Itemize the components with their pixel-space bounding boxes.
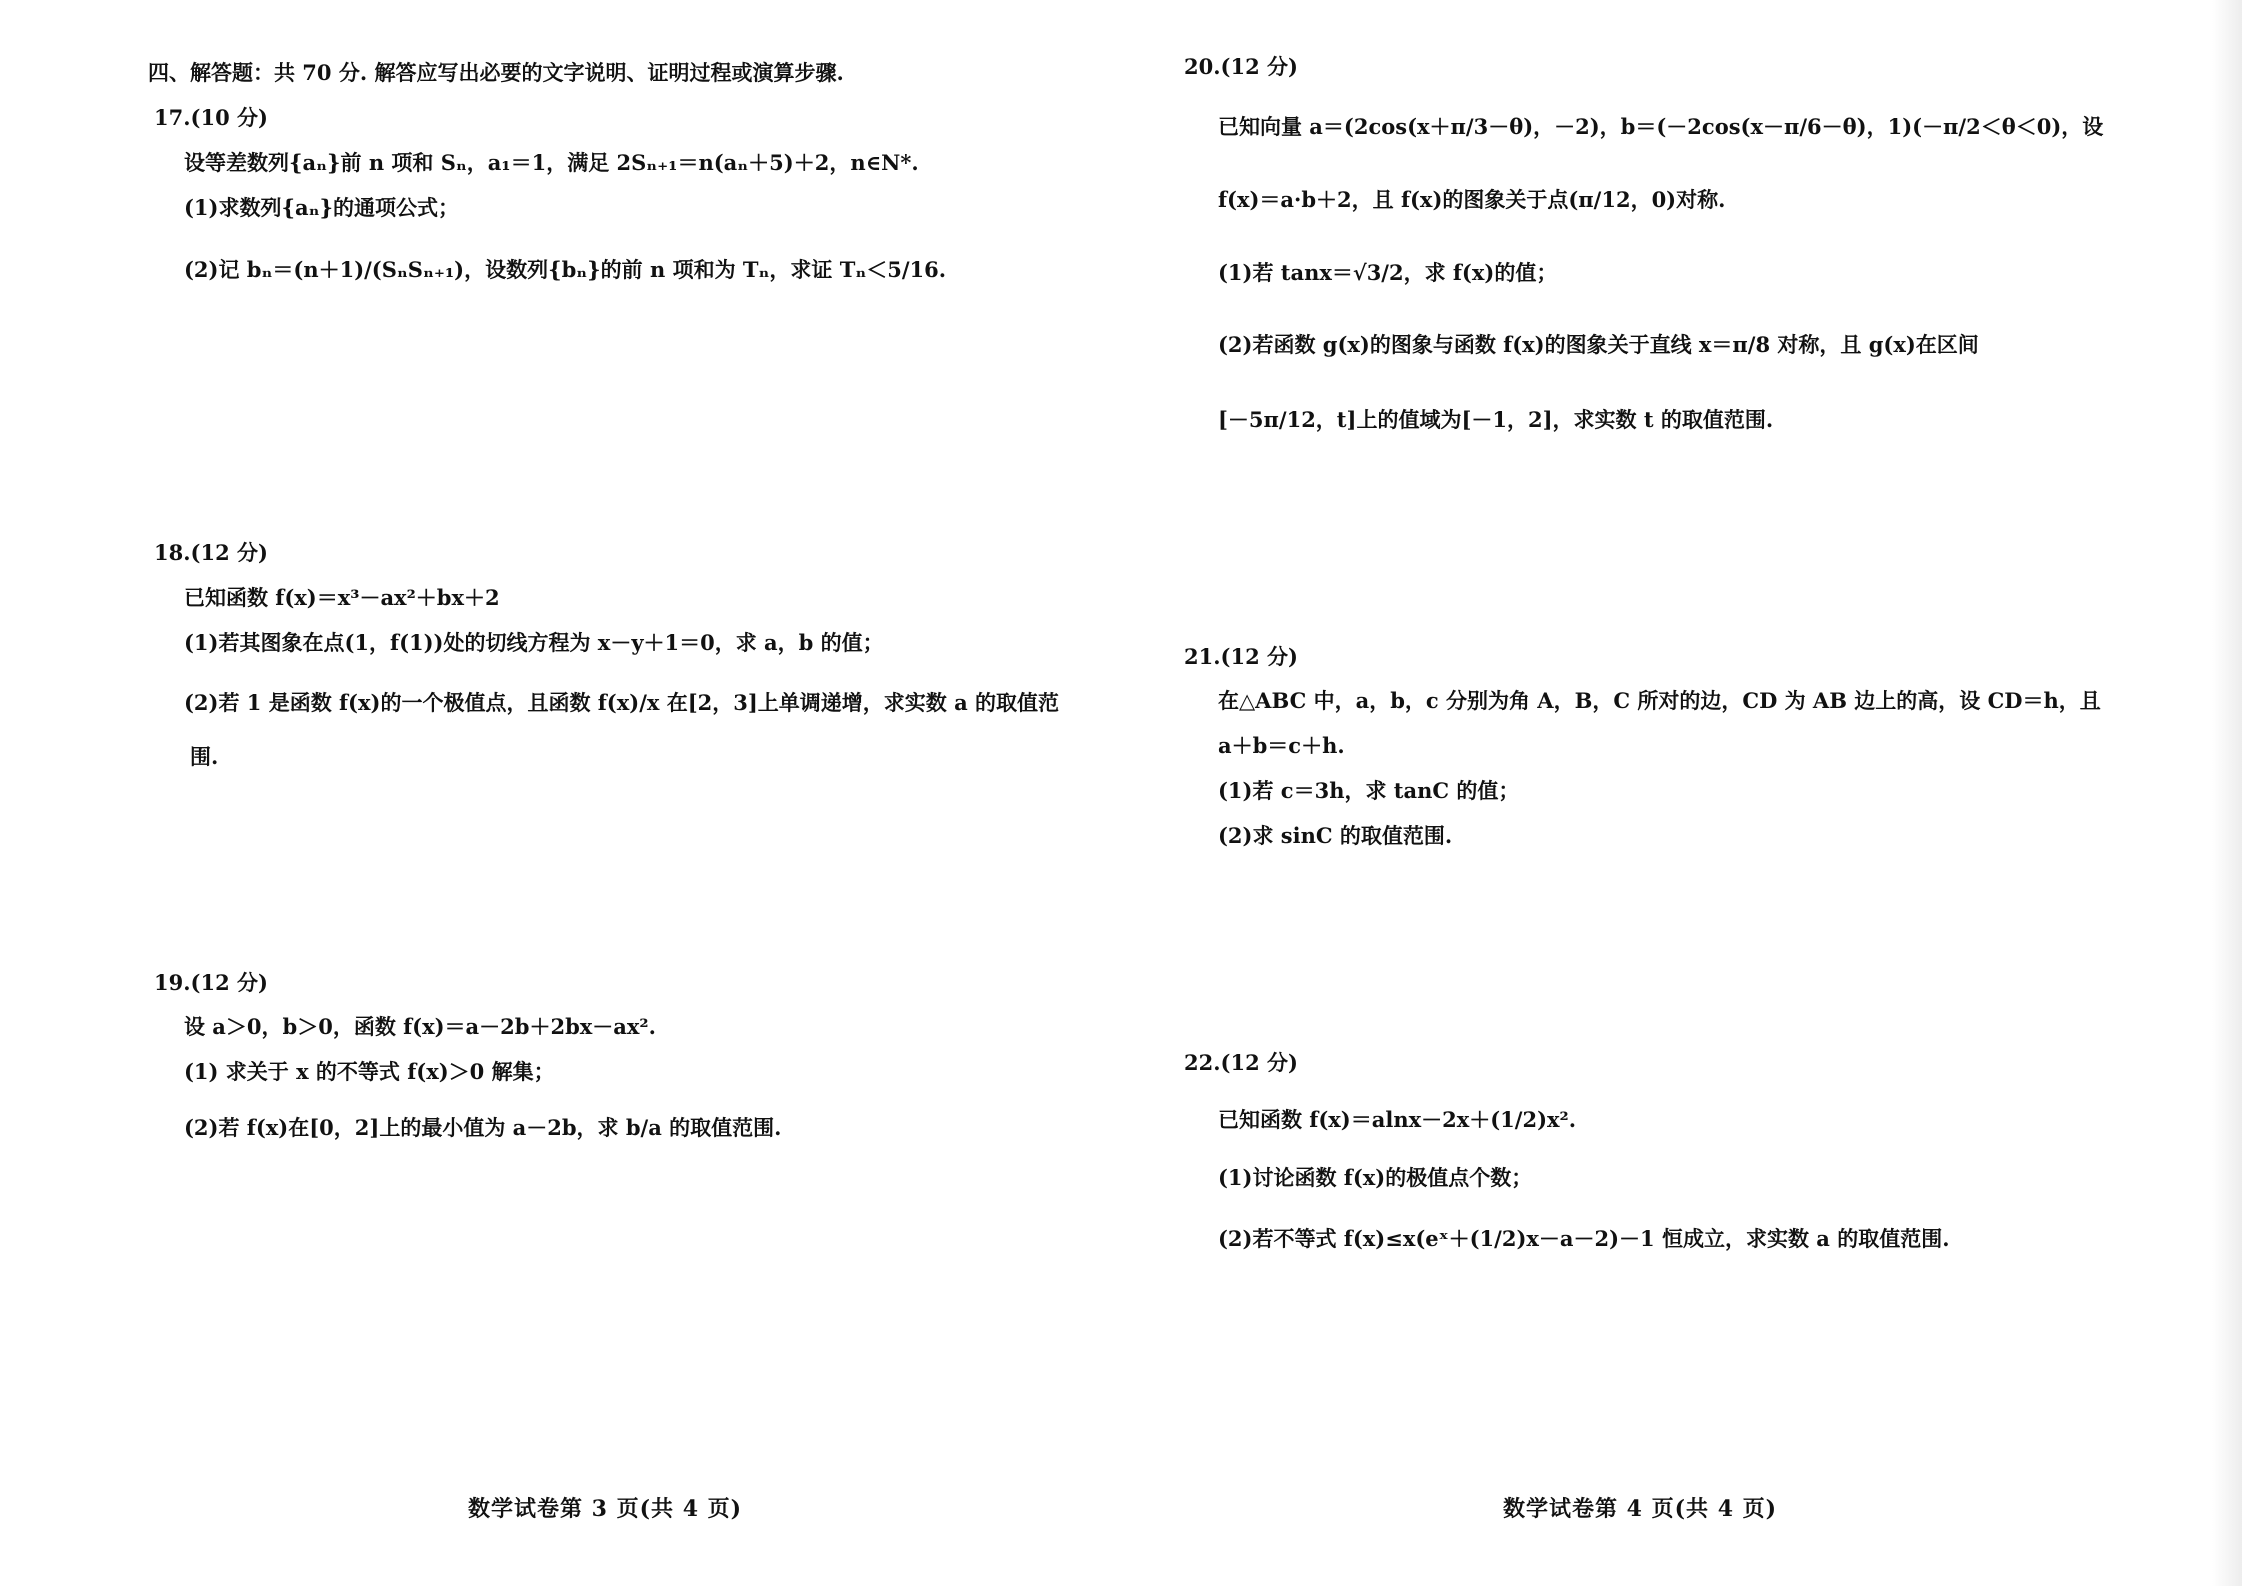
question-20-line-4: (2)若函数 g(x)的图象与函数 f(x)的图象关于直线 x＝π/8 对称，且 g(x)在区间 — [1218, 332, 1979, 357]
question-21-line-2: a＋b＝c＋h. — [1218, 733, 1345, 758]
question-17-number: 17.(10 分) — [154, 105, 268, 130]
question-20-line-1: 已知向量 a＝(2cos(x＋π/3－θ)，－2)，b＝(－2cos(x－π/6－θ)，1)(－π/2＜θ＜0)，设 — [1218, 114, 2104, 139]
question-20-line-2: f(x)＝a·b＋2，且 f(x)的图象关于点(π/12，0)对称. — [1218, 187, 1726, 212]
question-17-line-1: 设等差数列{aₙ}前 n 项和 Sₙ，a₁＝1，满足 2Sₙ₊₁＝n(aₙ＋5)＋2，n∈N*. — [184, 150, 919, 175]
question-18-line-1: 已知函数 f(x)＝x³－ax²＋bx＋2 — [184, 585, 500, 610]
question-22-line-3: (2)若不等式 f(x)≤x(eˣ＋(1/2)x－a－2)－1 恒成立，求实数 a 的取值范围. — [1218, 1226, 1950, 1251]
question-22-number: 22.(12 分) — [1184, 1050, 1298, 1075]
question-19-line-1: 设 a＞0，b＞0，函数 f(x)＝a－2b＋2bx－ax². — [184, 1014, 656, 1039]
question-21-number: 21.(12 分) — [1184, 644, 1298, 669]
question-20-number: 20.(12 分) — [1184, 54, 1298, 79]
right-page — [1121, 0, 2242, 1586]
question-21-line-4: (2)求 sinC 的取值范围. — [1218, 823, 1453, 848]
question-20-line-5: [－5π/12，t]上的值域为[－1，2]，求实数 t 的取值范围. — [1218, 407, 1774, 432]
question-18-number: 18.(12 分) — [154, 540, 268, 565]
question-19-number: 19.(12 分) — [154, 970, 268, 995]
question-21-line-1: 在△ABC 中，a，b，c 分别为角 A，B，C 所对的边，CD 为 AB 边上的高，设 CD＝h，且 — [1218, 688, 2101, 713]
question-20-line-3: (1)若 tanx＝√3/2，求 f(x)的值； — [1218, 260, 1558, 285]
question-17-line-3: (2)记 bₙ＝(n＋1)/(SₙSₙ₊₁)，设数列{bₙ}的前 n 项和为 Tₙ，求证 Tₙ＜5/16. — [184, 257, 947, 282]
scan-edge — [2212, 0, 2242, 1586]
page-4-footer: 数学试卷第 4 页(共 4 页) — [1503, 1496, 1778, 1522]
question-18-line-4: 围. — [190, 744, 219, 769]
question-17-line-2: (1)求数列{aₙ}的通项公式； — [184, 195, 459, 220]
question-19-line-3: (2)若 f(x)在[0，2]上的最小值为 a－2b，求 b/a 的取值范围. — [184, 1115, 782, 1140]
question-19-line-2: (1) 求关于 x 的不等式 f(x)＞0 解集； — [184, 1059, 555, 1084]
question-18-line-3: (2)若 1 是函数 f(x)的一个极值点，且函数 f(x)/x 在[2，3]上单调递增，求实数 a 的取值范 — [184, 690, 1060, 715]
question-22-line-1: 已知函数 f(x)＝alnx－2x＋(1/2)x². — [1218, 1107, 1577, 1132]
page-3-footer: 数学试卷第 3 页(共 4 页) — [468, 1496, 743, 1522]
question-21-line-3: (1)若 c＝3h，求 tanC 的值； — [1218, 778, 1520, 803]
question-22-line-2: (1)讨论函数 f(x)的极值点个数； — [1218, 1165, 1533, 1190]
question-18-line-2: (1)若其图象在点(1，f(1))处的切线方程为 x－y＋1＝0，求 a，b 的值； — [184, 630, 884, 655]
section-header: 四、解答题：共 70 分. 解答应写出必要的文字说明、证明过程或演算步骤. — [148, 60, 844, 85]
